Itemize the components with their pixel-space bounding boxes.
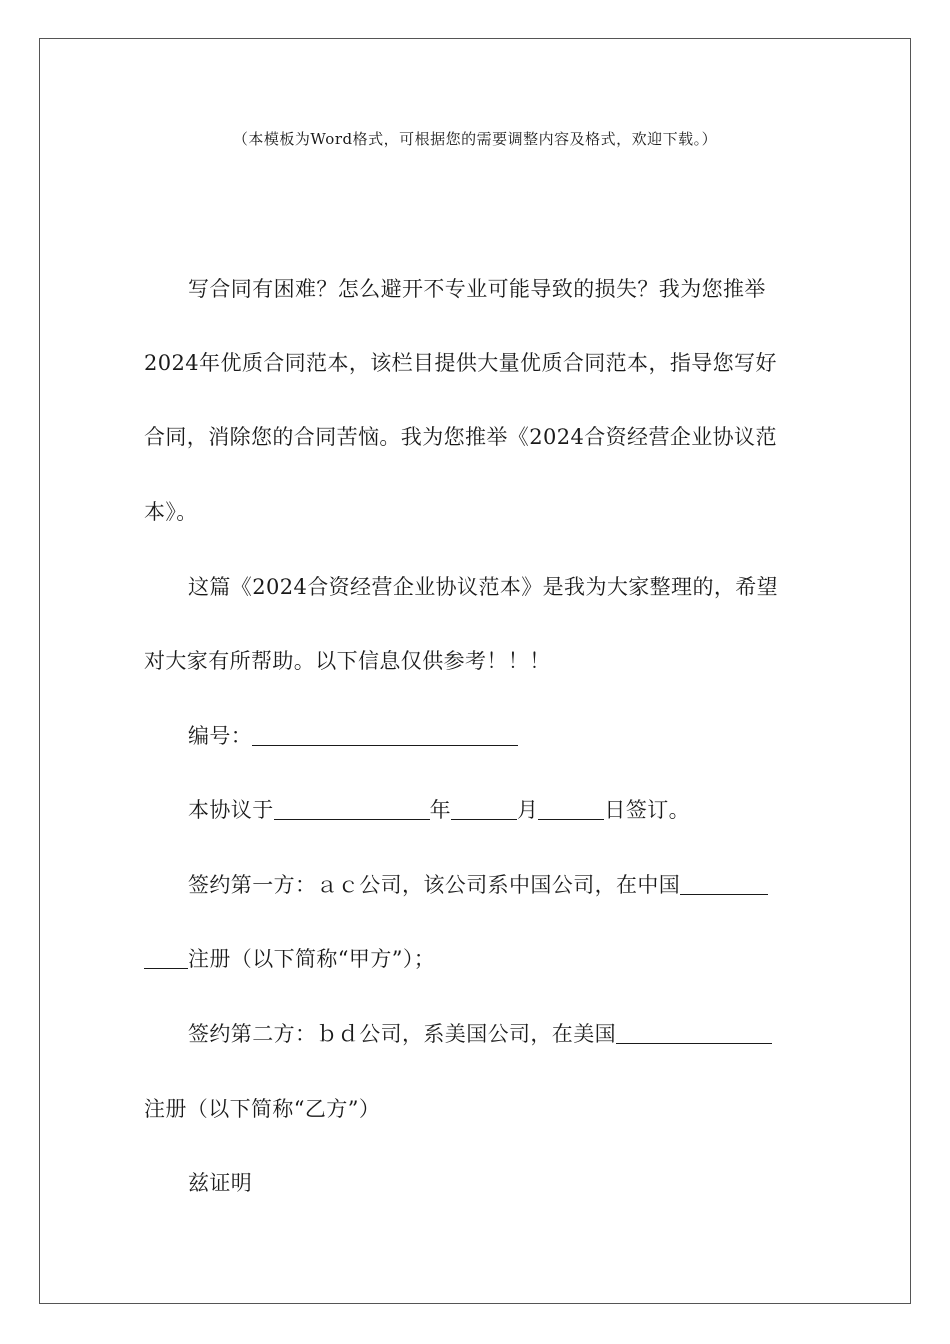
note-line-1: 这篇《2024合资经营企业协议范本》是我为大家整理的，希望 <box>188 575 779 599</box>
signing-prefix: 本协议于 <box>188 798 274 822</box>
party-b-text: 签约第二方：ｂｄ公司，系美国公司，在美国 <box>188 1022 616 1046</box>
party-b-registration-blank <box>616 1023 772 1044</box>
party-a-line-1 <box>188 870 768 900</box>
signing-day-suffix: 日签订。 <box>604 798 691 822</box>
intro-line-1: 写合同有困难？怎么避开不专业可能导致的损失？我为您推举 <box>188 277 766 301</box>
signing-month-label: 月 <box>517 798 539 822</box>
contract-number-label: 编号： <box>188 724 253 748</box>
signing-year-blank <box>274 799 430 820</box>
note-line-2: 对大家有所帮助。以下信息仅供参考！！！ <box>144 649 551 673</box>
intro-line-2: 2024年优质合同范本，该栏目提供大量优质合同范本，指导您写好 <box>144 351 777 375</box>
signing-year-label: 年 <box>429 798 452 822</box>
party-a-registration-blank <box>680 874 768 895</box>
party-a-suffix: 注册（以下简称“甲方”）； <box>188 947 436 971</box>
party-a-registration-blank-cont <box>144 948 188 969</box>
signing-day-blank <box>538 799 604 820</box>
intro-line-3: 合同，消除您的合同苦恼。我为您推举《2024合资经营企业协议范 <box>144 425 777 449</box>
party-a-line-2 <box>144 944 435 974</box>
witness-line: 兹证明 <box>188 1171 253 1195</box>
signing-month-blank <box>451 799 517 820</box>
party-b-line-1 <box>188 1019 772 1049</box>
signing-date-row <box>188 795 690 825</box>
template-note: （本模板为Word格式，可根据您的需要调整内容及格式，欢迎下载。） <box>232 130 718 148</box>
intro-line-4: 本》。 <box>144 500 198 524</box>
party-b-line-2: 注册（以下简称“乙方”） <box>144 1097 381 1121</box>
contract-number-blank <box>252 725 518 746</box>
contract-number-row <box>188 721 518 751</box>
party-a-text: 签约第一方：ａｃ公司，该公司系中国公司，在中国 <box>188 873 681 897</box>
